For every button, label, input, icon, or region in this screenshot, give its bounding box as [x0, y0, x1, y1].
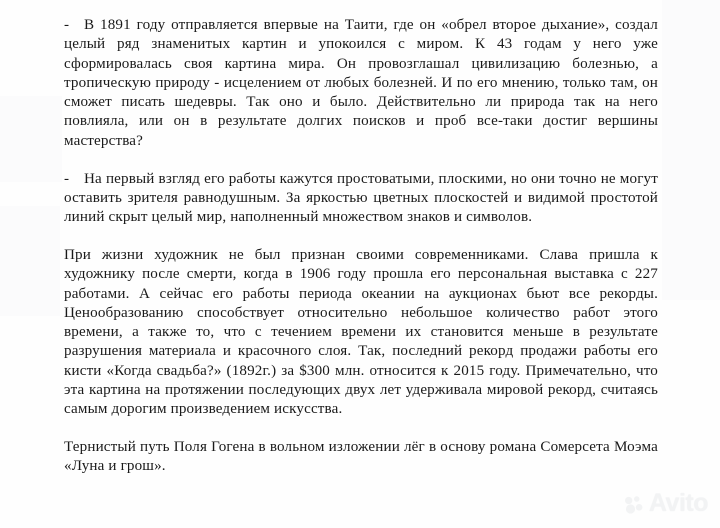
paragraph-text: Тернистый путь Поля Гогена в вольном изложении лёг в основу романа Сомерсета Моэма «Луна и грош».	[64, 439, 658, 475]
paragraph-text: При жизни художник не был признан своими современниками. Слава пришла к художнику после смерти, когда в 1906 году прошла его персональная выставка с 227 работами. А сейчас его работы периода океании на аукционах бьют все рекорды. Ценообразованию способствует относительно небольшое количество работ этого времени, а также то, что с течением времени их становится меньше в результате разрушения материала и красочного слоя. Так, последний рекорд продажи работы его кисти «Когда свадьба?» (1892г.) за $300 млн. относится к 2015 году. Примечательно, что эта картина на протяжении последующих двух лет удерживала мировой рекорд, считаясь самым дорогим произведением искусства.	[64, 246, 658, 418]
scan-artifact	[662, 0, 720, 300]
paragraph-body-1	[64, 246, 658, 420]
dash-marker: -	[64, 170, 70, 187]
paragraph-text: На первый взгляд его работы кажутся простоватыми, плоскими, но они точно не могут оставить зрителя равнодушным. За яркостью цветных плоскостей и видимой простотой линий скрыт целый мир, наполненный множеством знаков и символов.	[64, 170, 658, 226]
scan-artifact	[0, 206, 60, 316]
dash-marker: -	[64, 17, 70, 33]
paragraph-text: В 1891 году отправляется впервые на Таити, где он «обрел второе дыхание», создал целый ряд знаменитых картин и упокоился с миром. К 43 годам у него уже сформировалась своя картина мира. Он провозглашал цивилизацию болезнью, а тропическую природу - исцелением от любых болезней. И по его мнению, только там, он сможет писать шедевры. Так оно и было. Действительно ли природа так на него повлияла, или он в результате долгих поисков и проб все-таки достиг вершины мастерства?	[64, 17, 658, 149]
avito-watermark	[623, 491, 708, 516]
document-text-body	[64, 16, 658, 477]
paragraph-body-2	[64, 438, 658, 477]
avito-circles-icon	[623, 493, 645, 515]
paragraph-bullet-1	[64, 16, 658, 151]
scan-artifact	[0, 96, 62, 182]
paragraph-bullet-2	[64, 170, 658, 228]
avito-wordmark: Avito	[648, 489, 708, 517]
